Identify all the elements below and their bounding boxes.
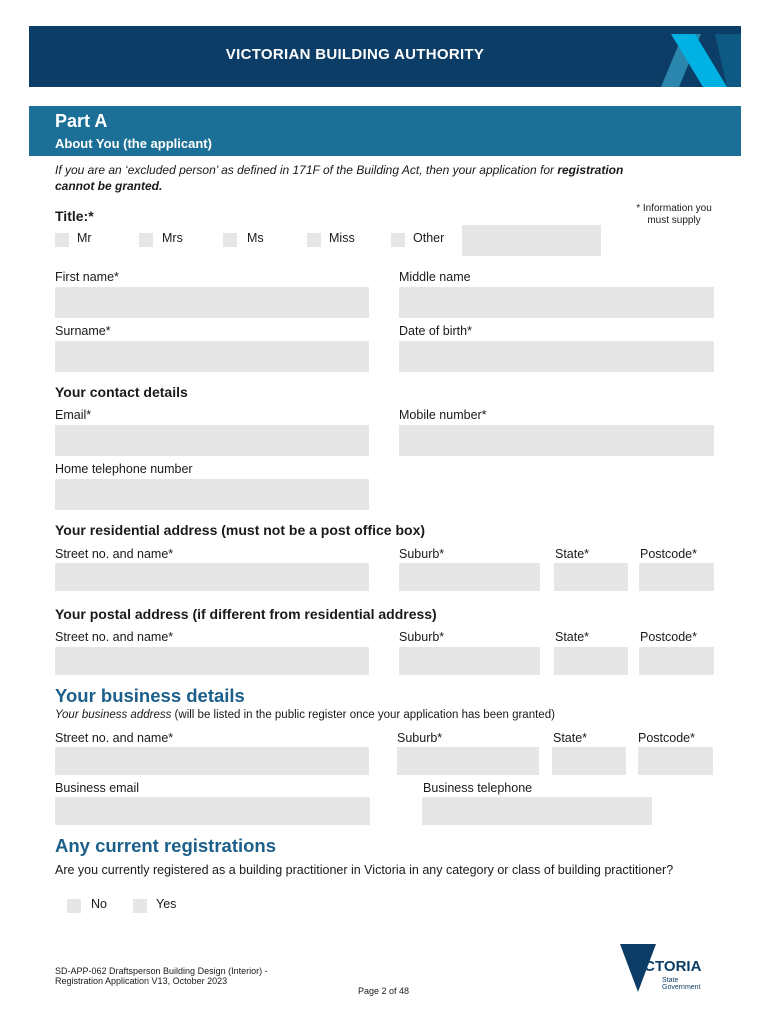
mobile-field[interactable] [399,425,714,456]
business-heading: Your business details [55,685,245,706]
residential-heading: Your residential address (must not be a post office box) [55,522,426,538]
business-note: Your business address (will be listed in the public register once your application has been granted) [55,709,555,721]
footer-page-number: Page 2 of 48 [358,986,410,996]
header-title: VICTORIAN BUILDING AUTHORITY [225,46,485,63]
bus-email-label: Business email [55,781,140,795]
part-title: Part A [55,111,108,131]
res-state-label: State* [555,547,590,561]
bus-state-field[interactable] [552,747,626,775]
post-state-field[interactable] [554,647,628,675]
bus-suburb-field[interactable] [397,747,539,775]
middle-name-field[interactable] [399,287,714,318]
surname-field[interactable] [55,341,369,372]
title-label: Title:* [55,208,94,224]
post-postcode-label: Postcode* [640,630,697,644]
title-miss-label: Miss [329,231,355,245]
post-state-label: State* [555,630,590,644]
dob-field[interactable] [399,341,714,372]
first-name-field[interactable] [55,287,369,318]
title-mrs-checkbox[interactable] [139,233,153,247]
res-street-field[interactable] [55,563,369,591]
part-a-header [29,106,741,156]
post-street-label: Street no. and name* [55,630,174,644]
res-postcode-label: Postcode* [640,547,697,561]
title-miss-checkbox[interactable] [307,233,321,247]
email-field[interactable] [55,425,369,456]
footer-document-code: SD-APP-062 Draftsperson Building Design (Interior) - Registration Application V13, October 2023 [55,966,268,986]
excluded-person-note: If you are an ‘excluded person’ as defined in 171F of the Building Act, then your application for registration cannot be granted. [55,163,624,193]
title-ms-checkbox[interactable] [223,233,237,247]
note-bold-registration: registration [557,163,624,177]
registered-yes-label: Yes [156,897,177,911]
victoria-state-government-logo-icon [618,942,718,994]
dob-label: Date of birth* [399,324,472,338]
header-banner [29,26,741,87]
res-state-field[interactable] [554,563,628,591]
bus-suburb-label: Suburb* [397,731,443,745]
registered-yes-checkbox[interactable] [133,899,147,913]
surname-label: Surname* [55,324,111,338]
svg-text:Government: Government [662,984,701,991]
contact-heading: Your contact details [55,384,188,400]
post-suburb-field[interactable] [399,647,540,675]
note-bold-cannot: cannot be granted. [55,179,163,193]
home-phone-field[interactable] [55,479,369,510]
bus-postcode-label: Postcode* [638,731,695,745]
bus-street-label: Street no. and name* [55,731,174,745]
bus-email-field[interactable] [55,797,370,825]
title-other-checkbox[interactable] [391,233,405,247]
registrations-heading: Any current registrations [55,835,277,856]
res-suburb-field[interactable] [399,563,540,591]
registered-no-checkbox[interactable] [67,899,81,913]
required-info-note: * Information you must supply [636,203,712,226]
bus-postcode-field[interactable] [638,747,713,775]
res-postcode-field[interactable] [639,563,714,591]
title-mrs-label: Mrs [162,231,183,245]
svg-text:VICTORIA: VICTORIA [630,958,702,975]
post-street-field[interactable] [55,647,369,675]
bus-street-field[interactable] [55,747,369,775]
vba-logo-icon [631,26,741,87]
bus-phone-field[interactable] [422,797,652,825]
title-mr-checkbox[interactable] [55,233,69,247]
title-ms-label: Ms [247,231,264,245]
registered-no-label: No [91,897,107,911]
post-suburb-label: Suburb* [399,630,445,644]
bus-state-label: State* [553,731,588,745]
home-phone-label: Home telephone number [55,462,193,476]
email-label: Email* [55,408,92,422]
postal-heading: Your postal address (if different from residential address) [55,606,437,622]
middle-name-label: Middle name [399,270,471,284]
first-name-label: First name* [55,270,119,284]
title-other-field[interactable] [462,225,601,256]
svg-text:State: State [662,977,679,984]
part-subtitle: About You (the applicant) [55,136,212,151]
mobile-label: Mobile number* [399,408,487,422]
res-suburb-label: Suburb* [399,547,445,561]
title-other-label: Other [413,231,445,245]
post-postcode-field[interactable] [639,647,714,675]
res-street-label: Street no. and name* [55,547,174,561]
bus-phone-label: Business telephone [423,781,533,795]
title-mr-label: Mr [77,231,92,245]
registrations-question: Are you currently registered as a building practitioner in Victoria in any category or class of building practitioner? [55,863,674,877]
